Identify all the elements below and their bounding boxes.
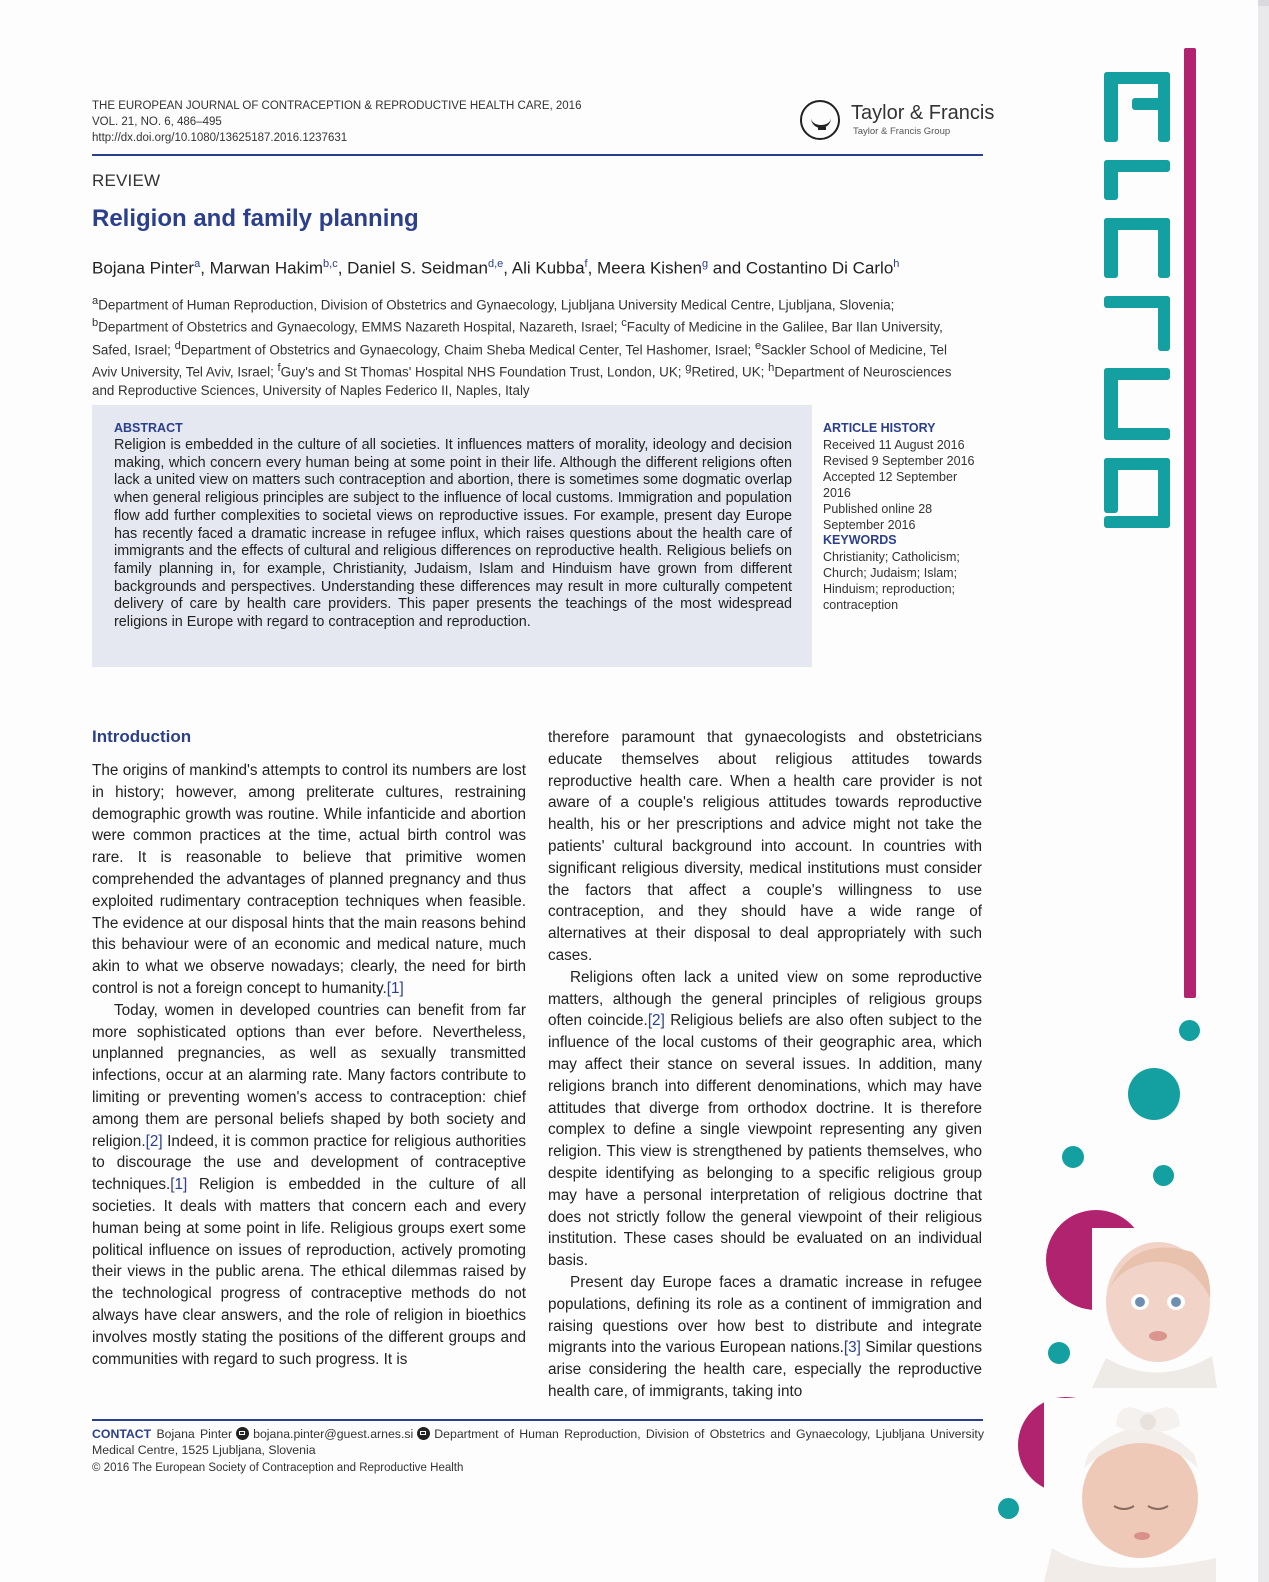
article-title: Religion and family planning — [92, 205, 419, 232]
decorative-dot — [1153, 1165, 1174, 1186]
author-list: Bojana Pinter$^a$, Marwan Hakim$^{b,c}$, Daniel S. Seidman$^{d,e}$, Ali Kubba$^f$, Meera Kishen$^g$ and Costantino Di Carlo$^h$ — [92, 258, 900, 278]
keywords-list: Christianity; Catholicism; Church; Judaism; Islam; Hinduism; reproduction; contraception — [823, 550, 960, 612]
journal-volume: VOL. 21, NO. 6, 486–495 — [92, 116, 222, 128]
article-type: REVIEW — [92, 171, 161, 190]
introduction-heading: Introduction — [92, 727, 192, 746]
address-icon — [417, 1427, 430, 1440]
header-rule — [92, 154, 983, 156]
doi-link[interactable]: http://dx.doi.org/10.1080/13625187.2016.1237631 — [92, 132, 348, 144]
article-history — [823, 437, 988, 533]
abstract-heading: ABSTRACT — [114, 421, 183, 435]
history-received: Received 11 August 2016 — [823, 438, 965, 452]
contact-name: Bojana Pinter — [156, 1427, 233, 1441]
taylor-francis-logo-icon — [800, 100, 840, 140]
footer-rule — [92, 1419, 983, 1421]
publisher-group: Taylor & Francis Group — [853, 126, 951, 137]
history-revised: Revised 9 September 2016 — [823, 454, 975, 468]
abstract-text: Religion is embedded in the culture of all societies. It influences matters of morality, ideology and decision making, which concern every human being at some point in their life. Although the different religions often lack a united view on matters such contraception and abortion, there is sometimes some dogmatic overlap when general religious principles are subject to the influence of local customs. Immigration and population flow add further complexities to societal views on reproductive issues. For example, present day Europe has recently faced a dramatic increase in refugee influx, which raises questions about the health care of immigrants and the effects of cultural and religious differences on reproductive health. Religious beliefs on family planning in, for example, Christianity, Judaism, Islam and Hinduism have grown from different backgrounds and perspectives. Understanding these differences may result in more culturally competent delivery of care by health care providers. This paper presents the teachings of the most widespread religions in Europe with regard to contraception and reproduction. — [114, 437, 792, 631]
publisher-name: Taylor & Francis — [851, 102, 995, 124]
journal-header — [92, 98, 581, 146]
decorative-dot — [1048, 1342, 1070, 1364]
email-icon — [236, 1427, 249, 1440]
keywords-heading: KEYWORDS — [823, 533, 897, 547]
decorative-vertical-lettering — [1098, 68, 1176, 538]
decorative-dot — [998, 1498, 1019, 1519]
affiliations: $^a$Department of Human Reproduction, Division of Obstetrics and Gynaecology, Ljubljana University Medical Centre, Ljubljana, Slovenia; $^b$Department of Obstetrics and Gynaecology, EMMS Nazareth Hospital, Nazareth, Israel; $^c$Faculty of Medicine in the Galilee, Bar Ilan University, Safed, Israel; $^d$Department of Obstetrics and Gynaecology, Chaim Sheba Medical Center, Tel Hashomer, Israel; $^e$Sackler School of Medicine, Tel Aviv University, Tel Aviv, Israel; $^f$Guy's and St Thomas' Hospital NHS Foundation Trust, London, UK; $^g$Retired, UK; $^h$Department of Neurosciences and Reproductive Sciences, University of Naples Federico II, Naples, Italy — [92, 295, 952, 398]
copyright-notice: © 2016 The European Society of Contraception and Reproductive Health — [92, 1462, 464, 1474]
journal-name: THE EUROPEAN JOURNAL OF CONTRACEPTION & REPRODUCTIVE HEALTH CARE, 2016 — [92, 100, 582, 112]
baby-photo-image — [1092, 1228, 1217, 1388]
contact-label: CONTACT — [92, 1427, 152, 1441]
body-column-right: therefore paramount that gynaecologists and obstetricians educate themselves about religious attitudes towards reproductive health care. When a health care provider is not aware of a couple's religious attitudes towards reproductive health, his or her prescriptions and advice might not take the patients' cultural background into account. In countries with significant religious diversity, medical institutions must consider the factors that affect a couple's willingness to use contraception, and they should have a wide range of alternatives at their disposal to deal appropriately with such cases. Religions often lack a united view on some reproductive matters, although the general principles of religious groups often coincide.[2] Religious beliefs are also often subject to the influence of the local customs of their geographic area, which may affect their stance on several issues. In addition, many religions branch into different denominations, which may have attitudes that diverge from orthodox doctrine. It is therefore complex to define a single viewpoint representing any given religion. This view is strengthened by patients themselves, who despite identifying as belonging to a specific religious group may have a personal interpretation of religious doctrine that does not strictly follow the general viewpoint of their religious institution. These cases should be evaluated on an individual basis. Present day Europe faces a dramatic increase in refugee populations, defining its role as a continent of immigration and raising questions over how best to distribute and integrate migrants into the various European nations.[3] Similar questions arise considering the health care, especially the reproductive health care, of immigrants, taking into — [548, 729, 982, 1400]
contact-email[interactable]: bojana.pinter@guest.arnes.si — [253, 1427, 414, 1441]
decorative-dot — [1179, 1020, 1200, 1041]
contact-info — [92, 1426, 984, 1458]
contact-address: Department of Human Reproduction, Division of Obstetrics and Gynaecology, Ljubljana University Medical Centre, 1525 Ljubljana, Slovenia — [92, 1427, 984, 1457]
body-column-left: The origins of mankind's attempts to control its numbers are lost in history; however, among preliterate cultures, restraining demographic growth was routine. While infanticide and abortion were common practices at the time, actual birth control was rare. It is reasonable to believe that primitive women comprehended the advantages of planned pregnancy and thus exploited rudimentary contraception techniques when feasible. The evidence at our disposal hints that the main reasons behind this behaviour were of an economic and medical nature, much akin to what we observe nowadays; clearly, the need for birth control is not a foreign concept to humanity.[1] Today, women in developed countries can benefit from far more sophisticated options than ever before. Nevertheless, unplanned pregnancies, as well as sexually transmitted infections, occur at an alarming rate. Many factors contribute to limiting or preventing women's access to contraception: chief among them are personal beliefs shaped by both society and religion.[2] Indeed, it is common practice for religious authorities to discourage the use and development of contraceptive techniques.[1] Religion is embedded in the culture of all societies. It deals with matters that concern each and every human being at some point in life. Religious groups exert some political influence on issues of reproduction, actively promoting their views in the public arena. The ethical dilemmas raised by the technological progress of contraceptive methods do not always have clear answers, and the role of religion in bioethics involves mostly stating the positions of the different groups and communities with regard to such progress. It is — [92, 762, 526, 1368]
newborn-photo-image — [1044, 1398, 1216, 1582]
decorative-dot — [1062, 1146, 1084, 1168]
decorative-magenta-bar — [1184, 48, 1196, 998]
history-published: Published online 28 September 2016 — [823, 502, 933, 532]
article-history-heading: ARTICLE HISTORY — [823, 421, 936, 435]
publisher-logo — [800, 98, 995, 146]
history-accepted: Accepted 12 September 2016 — [823, 470, 958, 500]
decorative-dot — [1128, 1068, 1180, 1120]
